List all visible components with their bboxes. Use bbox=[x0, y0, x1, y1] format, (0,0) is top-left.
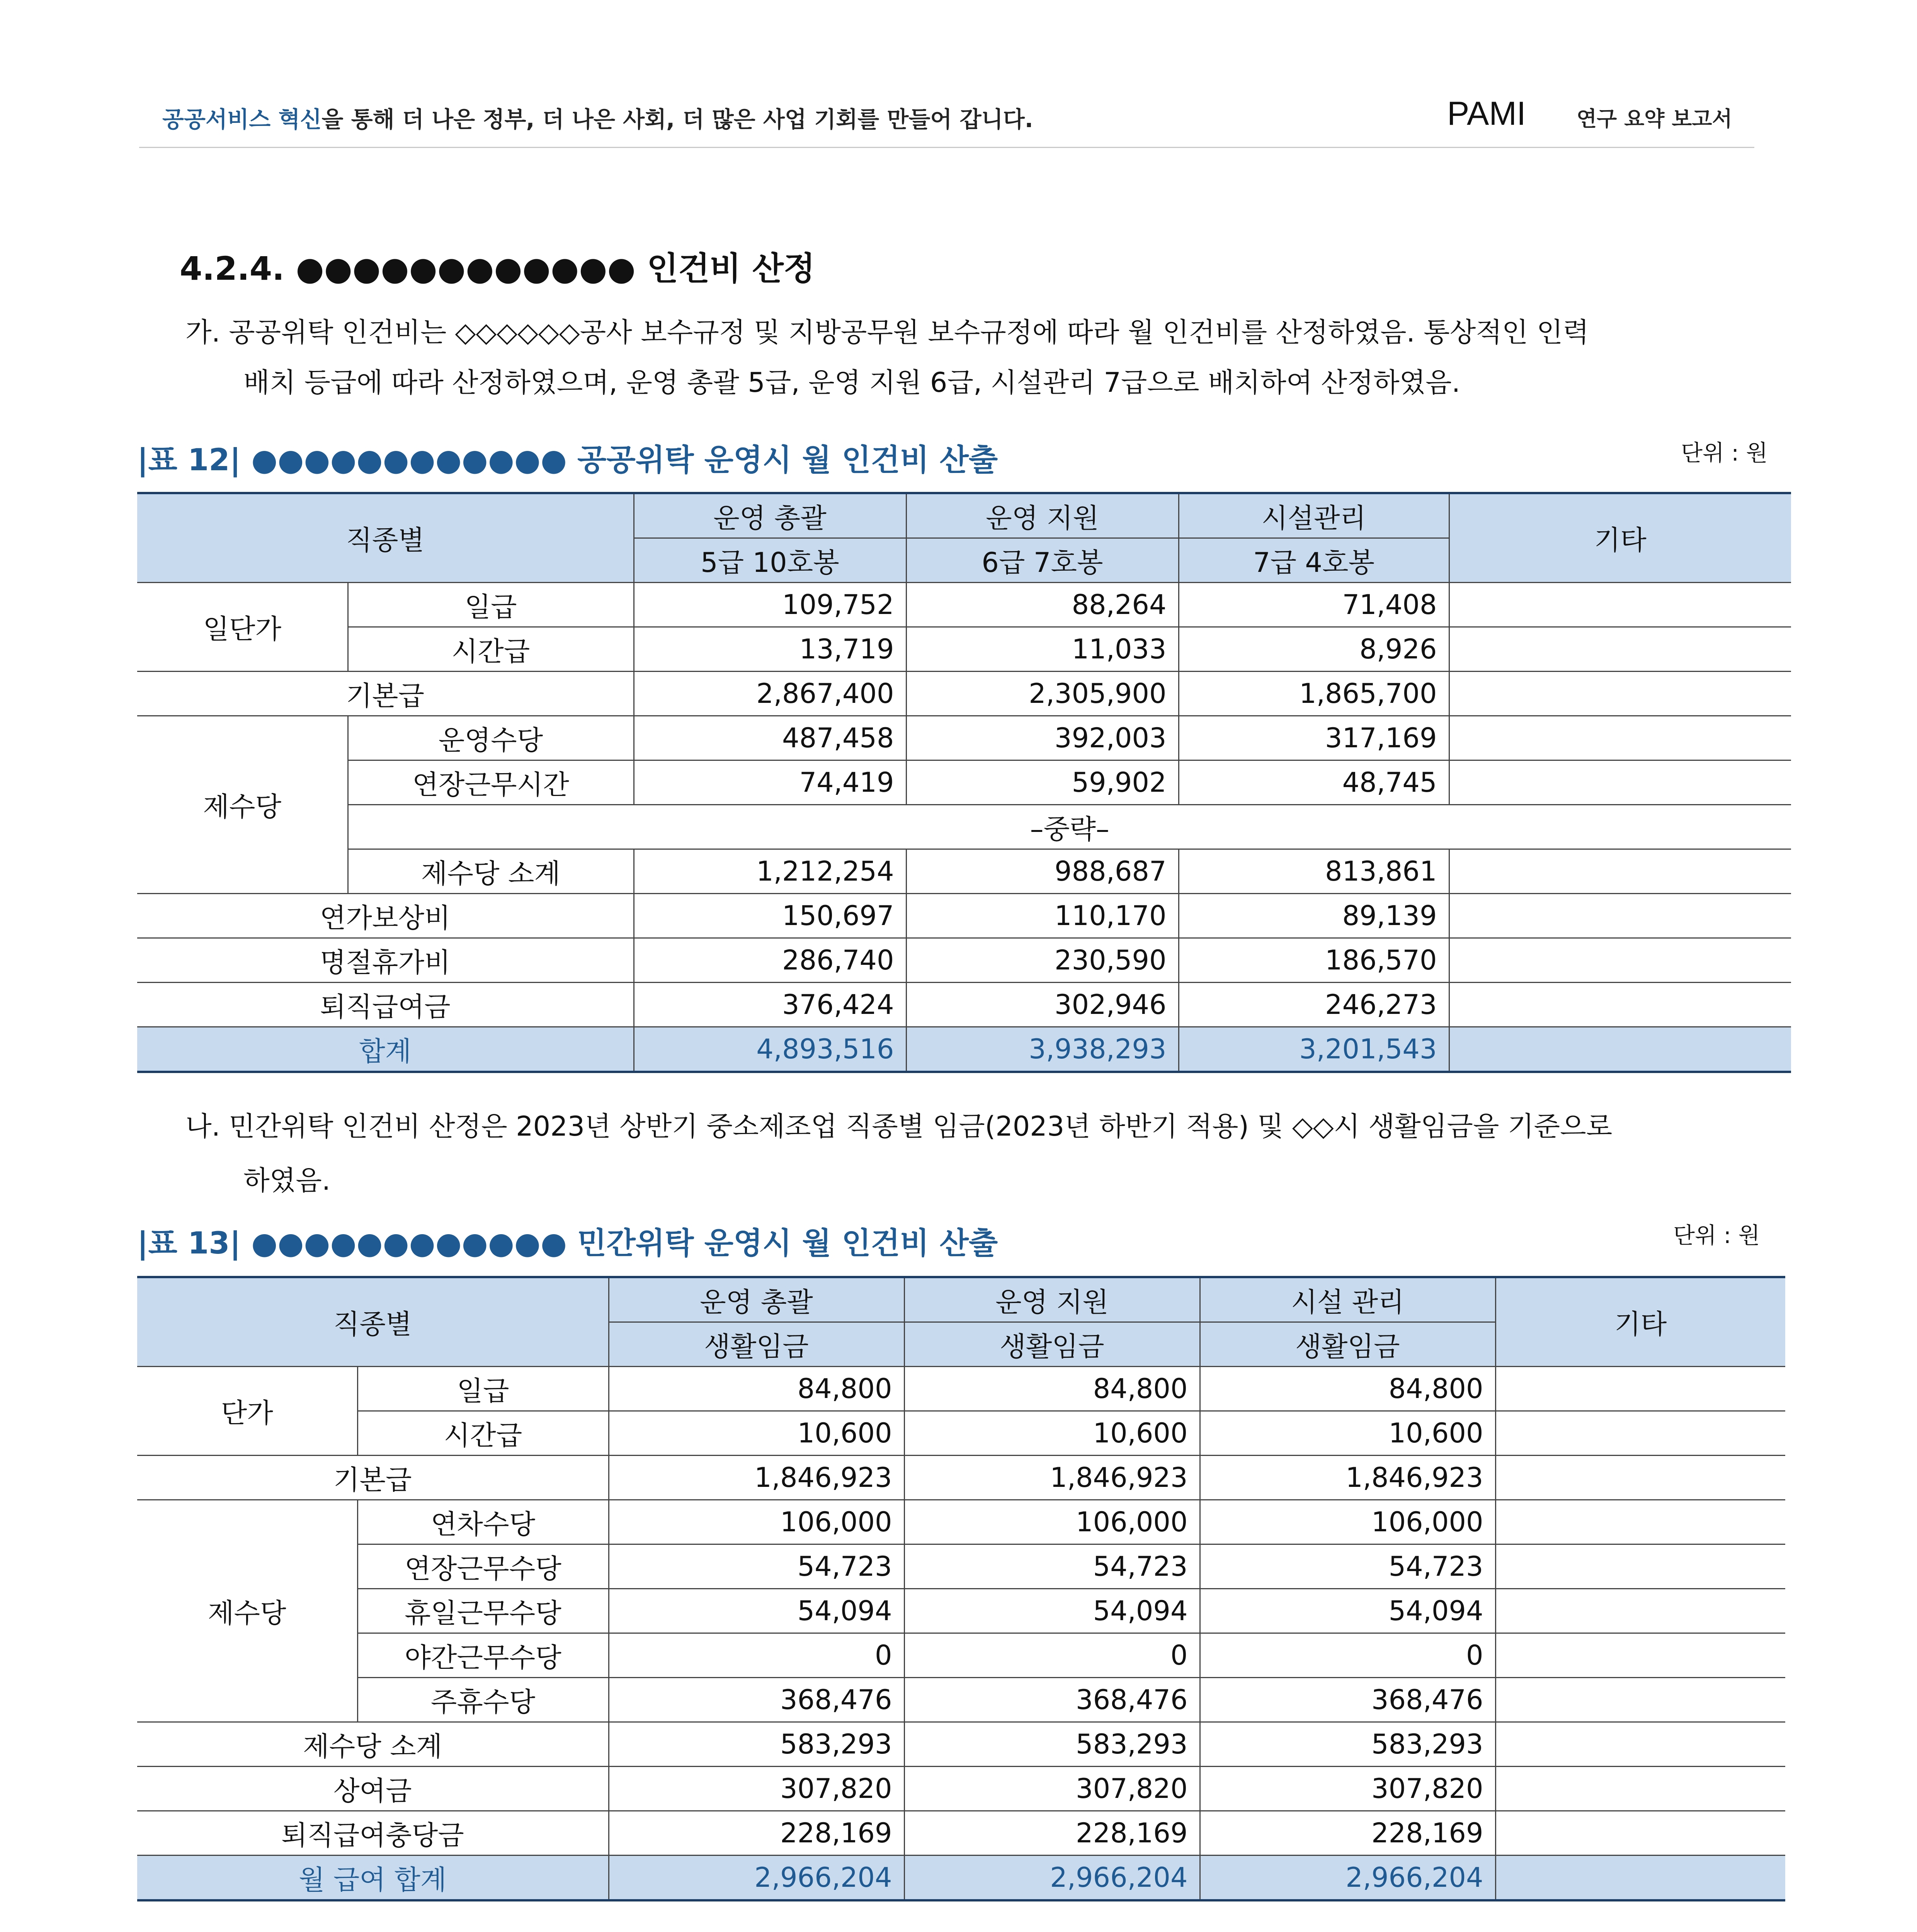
table-row bbox=[137, 1811, 1785, 1855]
cell-value: 230,590 bbox=[906, 938, 1179, 983]
table2-head-col3-sub: 생활임금 bbox=[1200, 1322, 1495, 1367]
cell-value: 376,424 bbox=[634, 983, 906, 1027]
header-tagline-accent: 공공서비스 혁신 bbox=[162, 106, 322, 133]
row-label: 일급 bbox=[348, 583, 634, 627]
table2-head-col1-sub: 생활임금 bbox=[609, 1322, 904, 1367]
cell-value: 10,600 bbox=[609, 1411, 904, 1456]
row-label: 연장근무시간 bbox=[348, 760, 634, 805]
paragraph-a-line1: 가. 공공위탁 인건비는 ◇◇◇◇◇◇공사 보수규정 및 지방공무원 보수규정에 따라 월 인건비를 산정하였음. 통상적인 인력 bbox=[185, 316, 1589, 348]
cell-etc bbox=[1495, 1633, 1785, 1678]
paragraph-b-line2: 하였음. bbox=[243, 1165, 331, 1196]
table1-head-col1: 운영 총괄 bbox=[634, 493, 906, 538]
cell-value: 1,212,254 bbox=[634, 849, 906, 894]
cell-etc bbox=[1495, 1855, 1785, 1901]
cell-value: 0 bbox=[904, 1633, 1200, 1678]
table-row bbox=[137, 1367, 1785, 1411]
table2-head-col2: 운영 지원 bbox=[904, 1277, 1200, 1322]
table1-omitted-note: –중략– bbox=[348, 805, 1791, 849]
cell-value: 2,966,204 bbox=[904, 1855, 1200, 1901]
cell-value: 286,740 bbox=[634, 938, 906, 983]
cell-etc bbox=[1495, 1456, 1785, 1500]
cell-value: 2,867,400 bbox=[634, 672, 906, 716]
table-row bbox=[137, 672, 1791, 716]
table-row bbox=[137, 938, 1791, 983]
table2-group-allow: 제수당 bbox=[137, 1500, 357, 1722]
table-row bbox=[137, 1678, 1785, 1722]
cell-etc bbox=[1495, 1589, 1785, 1633]
table-row bbox=[137, 805, 1791, 849]
cell-etc bbox=[1495, 1544, 1785, 1589]
row-label: 명절휴가비 bbox=[137, 938, 634, 983]
table2-head-etc: 기타 bbox=[1495, 1277, 1785, 1367]
cell-value: 1,846,923 bbox=[609, 1456, 904, 1500]
cell-value: 109,752 bbox=[634, 583, 906, 627]
cell-value: 106,000 bbox=[1200, 1500, 1495, 1544]
table-row bbox=[137, 1500, 1785, 1544]
row-label: 퇴직급여충당금 bbox=[137, 1811, 609, 1855]
table1-group-unit: 일단가 bbox=[137, 583, 348, 672]
table2-group-unit: 단가 bbox=[137, 1367, 357, 1456]
header-tagline-rest: 을 통해 더 나은 정부, 더 나은 사회, 더 많은 사업 기회를 만들어 갑니다. bbox=[321, 106, 1033, 133]
cell-value: 54,723 bbox=[1200, 1544, 1495, 1589]
cell-value: 228,169 bbox=[609, 1811, 904, 1855]
cell-etc bbox=[1495, 1678, 1785, 1722]
cell-value: 54,723 bbox=[609, 1544, 904, 1589]
cell-etc bbox=[1495, 1722, 1785, 1767]
table2-head-col2-sub: 생활임금 bbox=[904, 1322, 1200, 1367]
table-row bbox=[137, 627, 1791, 672]
row-label: 퇴직급여금 bbox=[137, 983, 634, 1027]
row-label: 기본급 bbox=[137, 672, 634, 716]
row-label: 주휴수당 bbox=[357, 1678, 609, 1722]
table-row bbox=[137, 983, 1791, 1027]
cell-value: 368,476 bbox=[1200, 1678, 1495, 1722]
cell-value: 1,865,700 bbox=[1179, 672, 1449, 716]
row-label: 운영수당 bbox=[348, 716, 634, 760]
cell-value: 71,408 bbox=[1179, 583, 1449, 627]
cell-etc bbox=[1495, 1811, 1785, 1855]
row-label: 야간근무수당 bbox=[357, 1633, 609, 1678]
cell-value: 307,820 bbox=[609, 1767, 904, 1811]
cell-value: 487,458 bbox=[634, 716, 906, 760]
paragraph-a-line2: 배치 등급에 따라 산정하였으며, 운영 총괄 5급, 운영 지원 6급, 시설관리 7급으로 배치하여 산정하였음. bbox=[243, 367, 1461, 398]
row-label: 합계 bbox=[137, 1027, 634, 1072]
table1-caption: |표 12| ●●●●●●●●●●●● 공공위탁 운영시 월 인건비 산출 bbox=[137, 443, 998, 478]
cell-value: 246,273 bbox=[1179, 983, 1449, 1027]
cell-value: 813,861 bbox=[1179, 849, 1449, 894]
cell-etc bbox=[1495, 1411, 1785, 1456]
cell-value: 3,938,293 bbox=[906, 1027, 1179, 1072]
cell-value: 84,800 bbox=[904, 1367, 1200, 1411]
cell-etc bbox=[1449, 983, 1791, 1027]
row-label: 연가보상비 bbox=[137, 894, 634, 938]
cell-value: 106,000 bbox=[609, 1500, 904, 1544]
table-row bbox=[137, 1767, 1785, 1811]
header-tagline bbox=[162, 101, 1033, 134]
header-brand: PAMI bbox=[1447, 95, 1526, 132]
cell-etc bbox=[1449, 760, 1791, 805]
cell-value: 13,719 bbox=[634, 627, 906, 672]
row-label: 시간급 bbox=[357, 1411, 609, 1456]
row-label: 제수당 소계 bbox=[137, 1722, 609, 1767]
cell-value: 307,820 bbox=[1200, 1767, 1495, 1811]
table-row bbox=[137, 760, 1791, 805]
table-row bbox=[137, 1633, 1785, 1678]
table-row bbox=[137, 1544, 1785, 1589]
cell-value: 150,697 bbox=[634, 894, 906, 938]
row-label: 휴일근무수당 bbox=[357, 1589, 609, 1633]
cell-value: 48,745 bbox=[1179, 760, 1449, 805]
cell-etc bbox=[1449, 1027, 1791, 1072]
cell-value: 0 bbox=[609, 1633, 904, 1678]
table2-head-col3: 시설 관리 bbox=[1200, 1277, 1495, 1322]
table2-head-category: 직종별 bbox=[137, 1277, 609, 1367]
header-divider bbox=[139, 147, 1754, 148]
section-title: 4.2.4. ●●●●●●●●●●●● 인건비 산정 bbox=[180, 250, 815, 287]
table-row bbox=[137, 1411, 1785, 1456]
cell-value: 106,000 bbox=[904, 1500, 1200, 1544]
cell-value: 1,846,923 bbox=[1200, 1456, 1495, 1500]
cell-value: 988,687 bbox=[906, 849, 1179, 894]
cell-value: 3,201,543 bbox=[1179, 1027, 1449, 1072]
paragraph-b-line1: 나. 민간위탁 인건비 산정은 2023년 상반기 중소제조업 직종별 임금(2023년 하반기 적용) 및 ◇◇시 생활임금을 기준으로 bbox=[185, 1111, 1613, 1142]
table1-head-etc: 기타 bbox=[1449, 493, 1791, 583]
row-label: 연차수당 bbox=[357, 1500, 609, 1544]
table2-caption: |표 13| ●●●●●●●●●●●● 민간위탁 운영시 월 인건비 산출 bbox=[137, 1226, 998, 1261]
cell-etc bbox=[1495, 1500, 1785, 1544]
table1-head-col2-sub: 6급 7호봉 bbox=[906, 538, 1179, 583]
table1-head-col3-sub: 7급 4호봉 bbox=[1179, 538, 1449, 583]
cell-value: 302,946 bbox=[906, 983, 1179, 1027]
cell-value: 8,926 bbox=[1179, 627, 1449, 672]
table1-head-col1-sub: 5급 10호봉 bbox=[634, 538, 906, 583]
row-label: 제수당 소계 bbox=[348, 849, 634, 894]
cell-value: 59,902 bbox=[906, 760, 1179, 805]
cell-value: 110,170 bbox=[906, 894, 1179, 938]
table1-group-allow: 제수당 bbox=[137, 716, 348, 894]
cell-value: 228,169 bbox=[904, 1811, 1200, 1855]
row-label: 상여금 bbox=[137, 1767, 609, 1811]
cell-value: 317,169 bbox=[1179, 716, 1449, 760]
cell-value: 54,094 bbox=[1200, 1589, 1495, 1633]
cell-etc bbox=[1449, 627, 1791, 672]
cell-value: 54,723 bbox=[904, 1544, 1200, 1589]
table2 bbox=[137, 1276, 1785, 1901]
cell-etc bbox=[1495, 1767, 1785, 1811]
table-row bbox=[137, 1456, 1785, 1500]
cell-value: 0 bbox=[1200, 1633, 1495, 1678]
row-label: 기본급 bbox=[137, 1456, 609, 1500]
cell-value: 307,820 bbox=[904, 1767, 1200, 1811]
cell-value: 54,094 bbox=[904, 1589, 1200, 1633]
cell-value: 84,800 bbox=[1200, 1367, 1495, 1411]
cell-value: 84,800 bbox=[609, 1367, 904, 1411]
table-row bbox=[137, 583, 1791, 627]
cell-value: 368,476 bbox=[609, 1678, 904, 1722]
cell-value: 1,846,923 bbox=[904, 1456, 1200, 1500]
header-doc-type: 연구 요약 보고서 bbox=[1577, 107, 1732, 131]
table-row bbox=[137, 849, 1791, 894]
cell-value: 228,169 bbox=[1200, 1811, 1495, 1855]
table-row-total bbox=[137, 1855, 1785, 1901]
table-row bbox=[137, 1589, 1785, 1633]
cell-value: 54,094 bbox=[609, 1589, 904, 1633]
table1 bbox=[137, 492, 1791, 1073]
table-row bbox=[137, 1722, 1785, 1767]
row-label: 월 급여 합계 bbox=[137, 1855, 609, 1901]
table2-unit: 단위 : 원 bbox=[1673, 1222, 1760, 1248]
cell-value: 583,293 bbox=[904, 1722, 1200, 1767]
cell-value: 11,033 bbox=[906, 627, 1179, 672]
cell-etc bbox=[1449, 938, 1791, 983]
cell-value: 583,293 bbox=[609, 1722, 904, 1767]
cell-value: 583,293 bbox=[1200, 1722, 1495, 1767]
cell-etc bbox=[1449, 583, 1791, 627]
cell-value: 4,893,516 bbox=[634, 1027, 906, 1072]
table1-unit: 단위 : 원 bbox=[1681, 440, 1768, 466]
cell-value: 74,419 bbox=[634, 760, 906, 805]
cell-value: 10,600 bbox=[1200, 1411, 1495, 1456]
row-label: 연장근무수당 bbox=[357, 1544, 609, 1589]
cell-value: 10,600 bbox=[904, 1411, 1200, 1456]
cell-etc bbox=[1449, 672, 1791, 716]
cell-value: 89,139 bbox=[1179, 894, 1449, 938]
cell-value: 2,966,204 bbox=[609, 1855, 904, 1901]
table-row-total bbox=[137, 1027, 1791, 1072]
cell-value: 392,003 bbox=[906, 716, 1179, 760]
cell-value: 2,305,900 bbox=[906, 672, 1179, 716]
table1-head-category: 직종별 bbox=[137, 493, 634, 583]
cell-value: 368,476 bbox=[904, 1678, 1200, 1722]
cell-value: 88,264 bbox=[906, 583, 1179, 627]
cell-value: 186,570 bbox=[1179, 938, 1449, 983]
table1-head-col2: 운영 지원 bbox=[906, 493, 1179, 538]
cell-etc bbox=[1449, 716, 1791, 760]
cell-value: 2,966,204 bbox=[1200, 1855, 1495, 1901]
table2-head-col1: 운영 총괄 bbox=[609, 1277, 904, 1322]
table-row bbox=[137, 716, 1791, 760]
table1-head-col3: 시설관리 bbox=[1179, 493, 1449, 538]
cell-etc bbox=[1449, 849, 1791, 894]
row-label: 일급 bbox=[357, 1367, 609, 1411]
table-row bbox=[137, 894, 1791, 938]
cell-etc bbox=[1449, 894, 1791, 938]
cell-etc bbox=[1495, 1367, 1785, 1411]
row-label: 시간급 bbox=[348, 627, 634, 672]
